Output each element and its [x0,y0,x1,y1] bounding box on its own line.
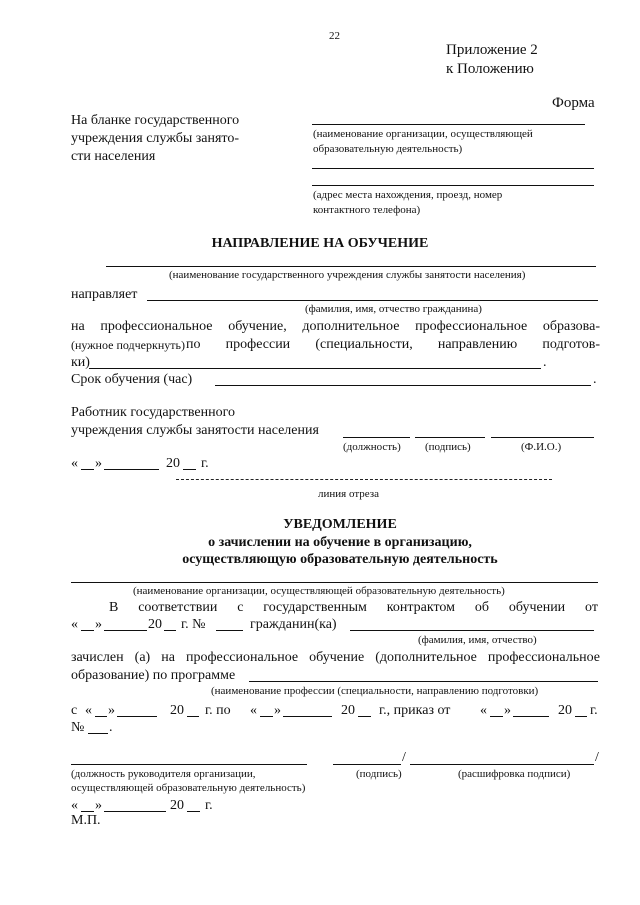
date-day-line [81,469,94,470]
worker-line-1: Работник государственного [71,405,236,420]
notice-org-caption: (наименование организации, осуществляющей образовательную деятельность) [133,585,505,597]
profession-line-end: . [543,355,547,370]
employment-service-caption: (наименование государственного учреждения службы занятости населения) [169,269,526,281]
date2-year: 20 [170,798,184,813]
notice-title-2: о зачислении на обучение в организацию, [208,535,472,550]
notice-citizen-line [350,630,594,631]
date-year: 20 [166,456,180,471]
date-suffix: г. [201,456,209,471]
period-from: с [71,703,78,718]
order-number-end: . [109,720,113,735]
org-caption-line-2: образовательную деятельность) [313,143,463,155]
training-line-2: по профессии (специальности, направлению подготов- [186,337,600,352]
page-number: 22 [329,30,340,42]
head-decoding-line [410,764,594,765]
contract-month-line [104,630,147,631]
date-year-line [183,469,196,470]
blank-note-line-1: На бланке государственного [71,113,240,128]
program-line [249,681,598,682]
period-month-line-2 [283,716,332,717]
period-year-1: 20 [170,703,184,718]
contract-number-line [216,630,243,631]
signature-caption: (подпись) [425,441,471,453]
notice-citizen-caption: (фамилия, имя, отчество) [418,634,537,646]
appendix-line-2: к Положению [446,61,534,77]
position-sign-line [343,437,410,438]
order-number-line [88,733,108,734]
contract-open-quote: « [71,617,78,632]
term-end: . [593,372,597,387]
date2-day-line [81,811,94,812]
profession-line [89,368,541,369]
head-signature-line [333,764,401,765]
stamp-label: М.П. [71,813,101,828]
period-open-2: « [250,703,257,718]
date-month-line [104,469,159,470]
order-label: г., приказ от [379,703,451,718]
period-close-2: » [274,703,281,718]
period-to-label: г. по [205,703,231,718]
cut-line-label: линия отреза [318,488,379,500]
head-caption-1: (должность руководителя организации, [71,768,256,780]
fio-caption: (Ф.И.О.) [521,441,562,453]
form-label: Форма [552,95,595,111]
head-signature-caption: (подпись) [356,768,402,780]
address-caption-line-1: (адрес места нахождения, проезд, номер [313,189,503,201]
cut-line [176,479,552,480]
date2-month-line [104,811,166,812]
date2-close-quote: » [95,798,102,813]
signature-sign-line [415,437,485,438]
period-close-1: » [108,703,115,718]
period-day-line-3 [490,716,503,717]
address-caption-line-2: контактного телефона) [313,204,421,216]
period-month-line-3 [513,716,549,717]
address-line-1 [312,168,594,169]
head-decoding-caption: (расшифровка подписи) [458,768,571,780]
document-title: НАПРАВЛЕНИЕ НА ОБУЧЕНИЕ [211,236,429,251]
date-close-quote: » [95,456,102,471]
position-caption: (должность) [343,441,401,453]
period-day-line-1 [95,716,107,717]
directs-label: направляет [71,287,138,302]
sign-slash-2: / [595,750,599,765]
contract-close-quote: » [95,617,102,632]
notice-title-3: осуществляющую образовательную деятельность [182,552,498,567]
enrolled-line-1: зачислен (а) на профессиональное обучение (дополнительное профессиональное [71,650,600,665]
contract-year-line [164,630,176,631]
date-open-quote: « [71,456,78,471]
head-caption-2: осуществляющей образовательную деятельность) [71,782,306,794]
notice-title-1: УВЕДОМЛЕНИЕ [283,517,397,532]
enrolled-line-2: образование) по программе [71,668,236,683]
org-caption-line-1: (наименование организации, осуществляющей [313,128,533,140]
training-line-1: на профессиональное обучение, дополнительное профессиональное образова- [71,319,600,334]
date2-open-quote: « [71,798,78,813]
contract-number-label: г. № [181,617,206,632]
period-open-3: « [480,703,487,718]
sign-slash-1: / [402,750,406,765]
order-number-label: № [71,720,85,735]
name-sign-line [491,437,594,438]
citizen-caption: (фамилия, имя, отчество гражданина) [305,303,482,315]
citizen-name-line [147,300,598,301]
period-day-line-2 [260,716,273,717]
program-caption: (наименование профессии (специальности, направлению подготовки) [211,685,539,697]
org-name-line [312,124,585,125]
worker-line-2: учреждения службы занятости населения [71,423,319,438]
appendix-line-1: Приложение 2 [446,42,538,58]
period-end: г. [590,703,598,718]
address-line-2 [312,185,594,186]
period-year-line-2 [358,716,371,717]
period-close-3: » [504,703,511,718]
notice-org-line [71,582,598,583]
citizen-label: гражданин(ка) [250,617,337,632]
training-line-3: ки) [71,355,90,370]
period-year-line-1 [187,716,199,717]
date2-suffix: г. [205,798,213,813]
period-open-1: « [85,703,92,718]
contract-day-line [81,630,94,631]
contract-year: 20 [148,617,162,632]
head-position-line [71,764,307,765]
blank-note-line-2: учреждения службы занято- [71,131,239,146]
period-year-3: 20 [558,703,572,718]
blank-note-line-3: сти населения [71,149,156,164]
term-line [215,385,591,386]
employment-service-line [106,266,596,267]
period-year-2: 20 [341,703,355,718]
date2-year-line [187,811,200,812]
underline-note: (нужное подчеркнуть) [71,338,185,352]
contract-line-1: В соответствии с государственным контрактом об обучении от [109,600,598,615]
term-label: Срок обучения (час) [71,372,193,387]
period-year-line-3 [575,716,587,717]
period-month-line-1 [117,716,157,717]
